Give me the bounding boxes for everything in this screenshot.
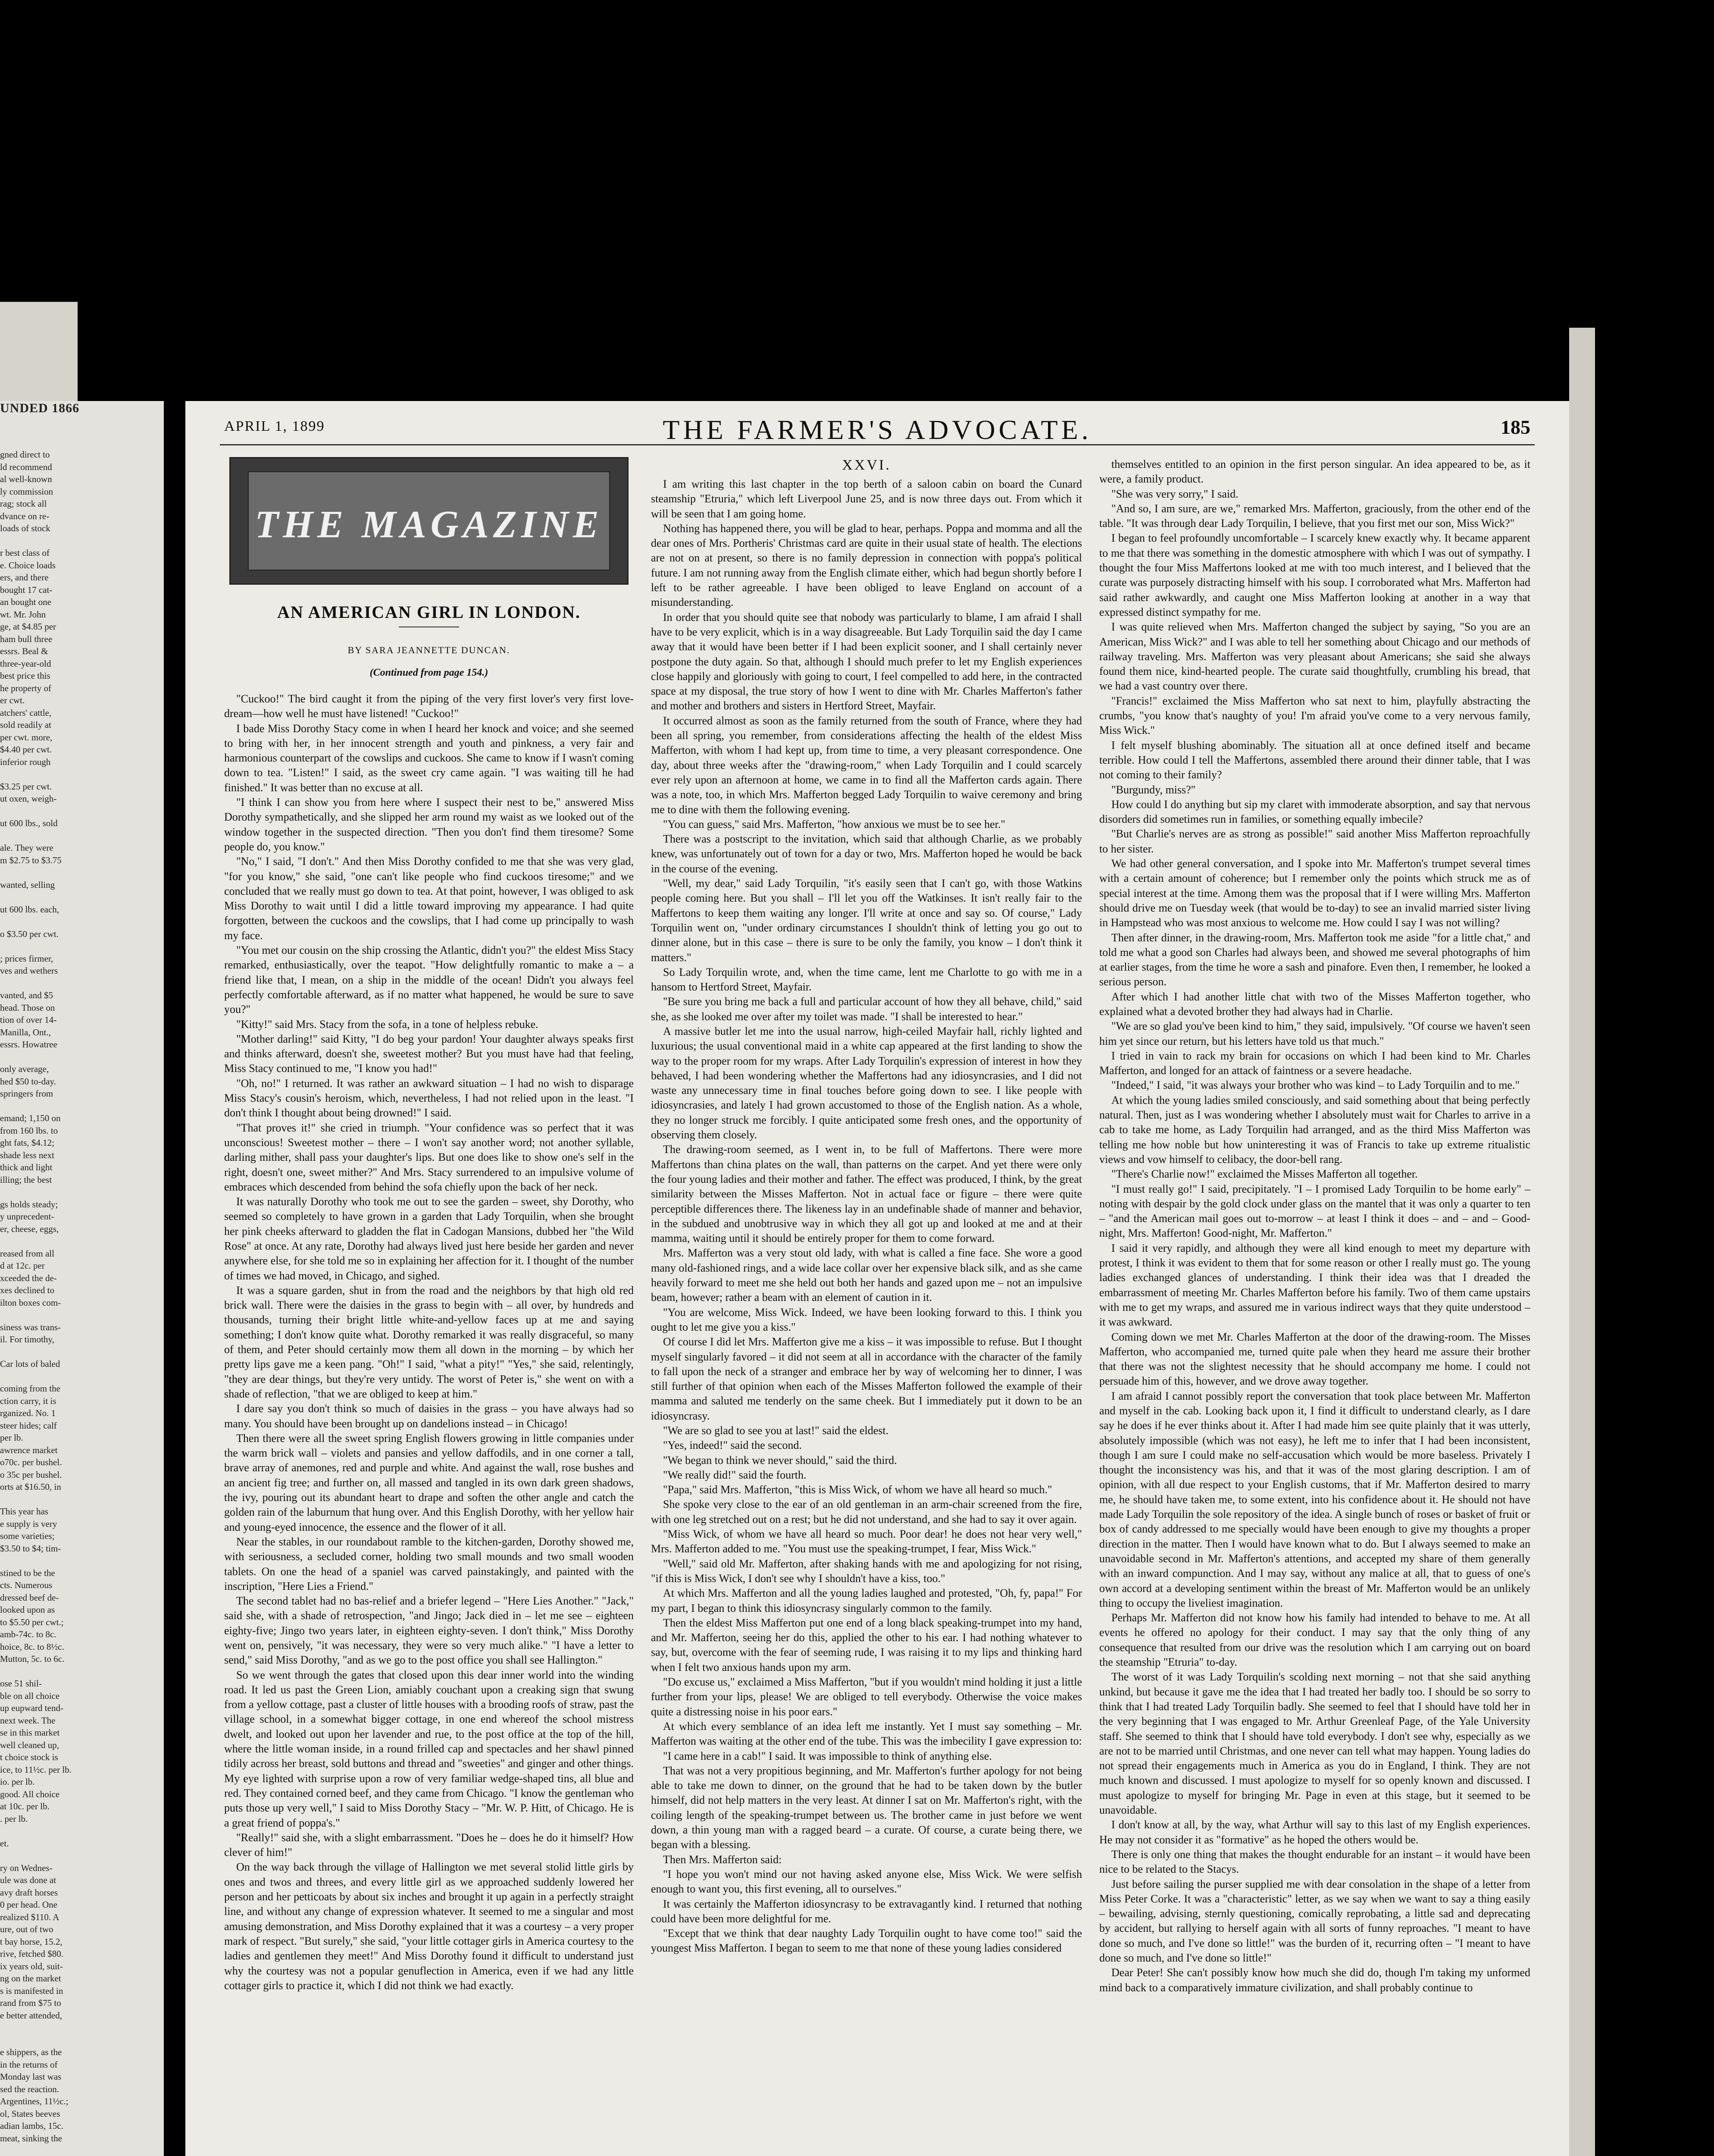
- page-number: 185: [1501, 416, 1530, 438]
- paragraph: "Kitty!" said Mrs. Stacy from the sofa, in a tone of helpless rebuke.: [236, 1018, 538, 1031]
- paragraph: That was not a very propitious beginning, and Mr. Mafferton's further apology for not being able to take me down to dinner, on the ground that he had to be taken down by the butler himself, did not help matters in the very least. At dinner I sat on Mr. Mafferton's right, with the coiling length of the speaking-trumpet between us. The brother came in just before we went down, a thin young man with a ragged beard – a curate. Of course, a curate being there, we began with a blessing.: [651, 1764, 1082, 1851]
- article-body-column-2: [651, 477, 1082, 1956]
- paragraph: "You can guess," said Mrs. Mafferton, "how anxious we must be to see her.": [663, 818, 1005, 830]
- page-edge: [1569, 328, 1595, 2156]
- paragraph: The drawing-room seemed, as I went in, to be full of Maffertons. There were more Maffertons than china plates on the wall, than patterns on the carpet. And yet there were only the four young ladies and their mother and father. The effect was produced, I think, by the great similarity between the Misses Mafferton. Not in actual face or figure – there were quite perceptible differences there. The likeness lay in an undefinable shade of manner and behavior, in the subdued and unobtrusive way in which they all got up and looked at me and at their mamma, waiting until it should be entirely proper for them to come forward.: [651, 1143, 1082, 1245]
- section-banner-frame: [248, 471, 610, 570]
- paragraph: "I came here in a cab!" I said. It was impossible to think of anything else.: [663, 1749, 992, 1762]
- article-body-column-3: [1099, 457, 1530, 1995]
- issue-date: APRIL 1, 1899: [224, 418, 325, 434]
- paragraph: How could I do anything but sip my claret with immoderate absorption, and say that nervous disorders did sometimes run in families, or something equally imbecile?: [1099, 798, 1530, 826]
- paragraph: "No," I said, "I don't." And then Miss Dorothy confided to me that she was very glad, "for you know," she said, "one can't like people who find cuckoos tiresome;" and we concluded that we really must go down to tea. At that point, however, I was obliged to ask Miss Dorothy to wait until I did a little toward improving my appearance. I had quite forgotten, between the cuckoos and the cowslips, that I had come up principally to wash my face.: [224, 855, 634, 942]
- paragraph: I began to feel profoundly uncomfortable – I scarcely knew exactly why. It became apparent to me that there was something in the domestic atmosphere with which I was out of sympathy. I thought the four Miss Maffertons looked at me with too much interest, and I believed that the curate was purposely distracting himself with his soup. I corroborated what Mrs. Mafferton had said rather awkwardly, and caught one Miss Mafferton looking at another in a way that expressed distinct sympathy for me.: [1099, 532, 1530, 618]
- column-1: [224, 457, 634, 1993]
- paragraph: "There's Charlie now!" exclaimed the Misses Mafferton all together.: [1111, 1168, 1418, 1181]
- paragraph: Then after dinner, in the drawing-room, Mrs. Mafferton took me aside "for a little chat," and told me what a good son Charles had always been, and showed me several photographs of him at earlier stages, from the time he wore a sash and pinafore. Even then, I remember, he looked a serious person.: [1099, 931, 1530, 988]
- article-title: AN AMERICAN GIRL IN LONDON.: [277, 602, 581, 622]
- paragraph: "We are so glad to see you at last!" said the eldest.: [663, 1424, 889, 1437]
- paragraph: "Do excuse us," exclaimed a Miss Mafferton, "but if you wouldn't mind holding it just a little further from your lips, please! We are obliged to tell everybody. Otherwise the voice makes quite a distressing noise in his poor ears.": [651, 1676, 1082, 1718]
- paragraph: "Really!" said she, with a slight embarrassment. "Does he – does he do it himself? How clever of him!": [224, 1831, 634, 1859]
- paragraph: I was quite relieved when Mrs. Mafferton changed the subject by saying, "So you are an American, Miss Wick?" and I was able to tell her something about Chicago and our methods of railway traveling. Mrs. Mafferton was very pleasant about Americans; she said she always found them nice, kind-hearted people. The curate said thoughtfully, crumbling his bread, that we had a vast country over there.: [1099, 620, 1530, 693]
- paragraph: I bade Miss Dorothy Stacy come in when I heard her knock and voice; and she seemed to bring with her, in her innocent strength and youth and pinkness, a very fair and harmonious counterpart of the cowslips and cuckoos. She came to know if I wasn't coming down to tea. "Listen!" I said, as the sweet cry came again. "I was waiting till he had finished." It was better than no excuse at all.: [224, 722, 634, 794]
- paragraph: "Cuckoo!" The bird caught it from the piping of the very first lover's very first love-dream—how well he must have listened! "Cuckoo!": [224, 693, 634, 720]
- paragraph: There was a postscript to the invitation, which said that although Charlie, as we probably knew, was unfortunately out of town for a day or two, Mrs. Mafferton hoped he would be back in the course of the evening.: [651, 833, 1082, 875]
- paragraph: "Papa," said Mrs. Mafferton, "this is Miss Wick, of whom we have all heard so much.": [663, 1483, 1052, 1496]
- paragraph: She spoke very close to the ear of an old gentleman in an arm-chair screened from the fire, with one leg stretched out on a rest; but he did not understand, and she had to say it over again.: [651, 1498, 1082, 1526]
- paragraph: I am writing this last chapter in the top berth of a saloon cabin on board the Cunard steamship "Etruria," which left Liverpool June 25, and is now three days out. From which it will be seen that I am going home.: [651, 478, 1082, 520]
- paragraph: Coming down we met Mr. Charles Mafferton at the door of the drawing-room. The Misses Mafferton, who accompanied me, turned quite pale when they heard me assure their brother that there was not the slightest necessity that he should accompany me home. I could not persuade him of this, however, and we drove away together.: [1099, 1330, 1530, 1388]
- paragraph: After which I had another little chat with two of the Misses Mafferton together, who explained what a devoted brother they had always had in Charlie.: [1099, 990, 1530, 1018]
- section-banner: [229, 457, 629, 585]
- column-3: [1099, 457, 1530, 1995]
- paragraph: Then there were all the sweet spring English flowers growing in little companies under the warm brick wall – violets and pansies and yellow daffodils, and in one corner a tall, brave array of anemones, red and purple and white. And against the wall, rose bushes and an ancient fig tree; and further on, all massed and tangled in its own dark green shadows, the ivy, pouring out its abundant heart to drape and soften the other angle and catch the golden rain of the laburnum that hung over. And this English Dorothy, with her yellow hair and young-eyed innocence, the essence and the flower of it all.: [224, 1432, 634, 1533]
- paragraph: "That proves it!" she cried in triumph. "Your confidence was so perfect that it was unconscious! Sweetest mother – there – I won't say another word; not another syllable, darling mither, shall pass your daughter's lips. But one does like to show one's self in the right, doesn't one, sweet mither?" And Mrs. Stacy surrendered to an impulsive volume of embraces which descended from behind the sofa chiefly upon the back of her neck.: [224, 1121, 634, 1193]
- paragraph: "I think I can show you from here where I suspect their nest to be," answered Miss Dorothy sympathetically, and she slipped her arm round my waist as we looked out of the window together in the suspected direction. "Then you don't find them tiresome? Some people do, you know.": [224, 796, 634, 853]
- paragraph: Dear Peter! She can't possibly know how much she did do, though I'm taking my unformed mind back to a comparatively immature civilization, and shall probably continue to: [1099, 1966, 1530, 1994]
- paragraph: Then Mrs. Mafferton said:: [663, 1853, 782, 1866]
- paragraph: The worst of it was Lady Torquilin's scolding next morning – not that she said anything unkind, but because it gave me the idea that I had treated her badly too. I should be so sorry to think that I had treated Lady Torquilin badly. She seemed to feel that I should have told her in the very beginning that I was engaged to Mr. Arthur Greenleaf Page, of the Yale University staff. She seemed to think that I should have told everybody. I don't see why, especially as we are not to be married until Christmas, and one never can tell what may happen. Young ladies do not spread their engagements much in America as you do in England, I think. They are not much known and discussed. I must apologize to myself for so openly known and discussed. I must apologize to myself for bringing Mr. Page in even at this stage, but it seemed to be unavoidable.: [1099, 1670, 1530, 1817]
- paragraph: In order that you should quite see that nobody was particularly to blame, I am afraid I shall have to be very explicit, which is in a way disagreeable. But Lady Torquilin said the day I came away that it would have been better if I had been explicit sooner, and I shall certainly never postpone the duty again. So that, although I should much prefer to let my English experiences close happily and gloriously with going to court, I feel compelled to add here, in the contracted space at my disposal, the true story of how I went to dine with Mr. Charles Mafferton's father and mother and brothers and sisters in Hertford Street, Mayfair.: [651, 611, 1082, 712]
- previous-page-header: UNDED 1866: [0, 401, 80, 415]
- paragraph: A massive butler let me into the usual narrow, high-ceiled Mayfair hall, richly lighted and luxurious; the usual conventional maid in a white cap appeared at the first landing to show the way to the proper room for my wraps. After Lady Torquilin's expression of interest in how they behaved, I had been wondering whether the Maffertons had any idiosyncrasies, and I did not waste any unnecessary time in final touches before going down to see. I like people with idiosyncrasies, and lately I had grown accustomed to those of the English nation. As a whole, they no longer struck me forcibly. I quite anticipated some fresh ones, and the opportunity of observing them closely.: [651, 1025, 1082, 1141]
- paragraph: "Oh, no!" I returned. It was rather an awkward situation – I had no wish to disparage Miss Stacy's cousin's heroism, which, nevertheless, I had not relied upon in the least. "I don't think I thought about being drowned!" I said.: [224, 1077, 634, 1119]
- paragraph: At which the young ladies smiled consciously, and said something about that being perfectly natural. Then, just as I was wondering whether I absolutely must wait for Charles to arrive in a cab to take me home, as Lady Torquilin had arranged, and as the third Miss Mafferton was telling me how noble but how uninteresting it was of Francis to take up extreme ritualistic views and vow himself to celibacy, the door-bell rang.: [1099, 1094, 1530, 1166]
- paragraph: "But Charlie's nerves are as strong as possible!" said another Miss Mafferton reproachfully to her sister.: [1099, 827, 1530, 855]
- paragraph: I dare say you don't think so much of daisies in the grass – you have always had so many. You should have been brought up on dandelions instead – in Chicago!: [224, 1402, 634, 1430]
- paragraph: "Burgundy, miss?": [1111, 783, 1196, 796]
- paragraph: Mrs. Mafferton was a very stout old lady, with what is called a fine face. She wore a good many old-fashioned rings, and a wide lace collar over her expensive black silk, and as she came heavily forward to meet me she held out both her hands and gazed upon me – not an impulsive beam, however; rather a beam with an element of caution in it.: [651, 1247, 1082, 1304]
- running-head: [185, 414, 1569, 445]
- paragraph: themselves entitled to an opinion in the first person singular. An idea appeared to be, as it were, a family product.: [1099, 458, 1530, 486]
- paragraph: It occurred almost as soon as the family returned from the south of France, where they had been all spring, you remember, from considerations affecting the health of the eldest Miss Mafferton, with whom I had kept up, from time to time, a very pleasant correspondence. One day, about three weeks after the "drawing-room," when Lady Torquilin and I could scarcely ever rely upon an afternoon at home, we came in to find all the Mafferton cards again. There was a note, too, in which Mrs. Mafferton begged Lady Torquilin to waive ceremony and bring me to dine with them the following evening.: [651, 714, 1082, 816]
- paragraph: I said it very rapidly, and although they were all kind enough to meet my departure with protest, I think it was evident to them that for some reason or other I really must go. The young ladies exchanged glances of understanding. I think their idea was that I dreaded the embarrassment of meeting Mr. Charles Mafferton before his family. Two of them came upstairs with me to get my wraps, and assured me in various indirect ways that they quite understood – it was awkward.: [1099, 1241, 1530, 1329]
- paragraph: Then the eldest Miss Mafferton put one end of a long black speaking-trumpet into my hand, and Mr. Mafferton, seeing her do this, applied the other to his ear. I had nothing whatever to say, but, overcome with the fear of seeming rude, I was raising it to my lips and thinking hard when I felt two anxious hands upon my arm.: [651, 1616, 1082, 1673]
- paragraph: It was naturally Dorothy who took me out to see the garden – sweet, shy Dorothy, who seemed so completely to have grown in a garden that Lady Torquilin, when she brought her pink cheeks afterward to gladden the flat in Cadogan Mansions, dubbed her "the Wild Rose" at once. At any rate, Dorothy had always lived just here beside her garden and never anywhere else, for she told me so in explaining her affection for it. I thought of the number of times we had moved, in Chicago, and sighed.: [224, 1195, 634, 1282]
- paragraph: I don't know at all, by the way, what Arthur will say to this last of my English experiences. He may not consider it as "formative" as he hoped the others would be.: [1099, 1818, 1530, 1846]
- paragraph: "And so, I am sure, are we," remarked Mrs. Mafferton, graciously, from the other end of the table. "It was through dear Lady Torquilin, I believe, that you first met our son, Miss Wick?": [1099, 502, 1530, 530]
- paragraph: "I hope you won't mind our not having asked anyone else, Miss Wick. We were selfish enough to want you, this first evening, all to ourselves.": [651, 1868, 1082, 1896]
- paragraph: "She was very sorry," I said.: [1111, 487, 1239, 500]
- paragraph: "Well," said old Mr. Mafferton, after shaking hands with me and apologizing for not rising, "if this is Miss Wick, I don't see why I shouldn't have a kiss, too.": [651, 1557, 1082, 1585]
- newspaper-page: [185, 401, 1569, 2156]
- paragraph: "Yes, indeed!" said the second.: [663, 1439, 802, 1452]
- paragraph: It was a square garden, shut in from the road and the neighbors by that high old red brick wall. There were the daisies in the grass to begin with – all over, by hundreds and thousands, turning their bright little white-and-yellow faces up at me and saying something; I don't know quite what. Dorothy remarked it was really disgraceful, so many of them, and Peter should certainly mow them all down in the morning – by which her pretty lips gave me a keen pang. "Oh!" I said, "what a pity!" "Yes," she said, relentingly, "they are dear things, but they're very untidy. The worst of Peter is," she went on with a shade of reflection, "that we are obliged to keep at him.": [224, 1284, 634, 1400]
- column-2: [651, 457, 1082, 1956]
- paragraph: I felt myself blushing abominably. The situation all at once defined itself and became terrible. How could I tell the Maffertons, assembled there around their dinner table, that I was not coming to their family?: [1099, 739, 1530, 781]
- article-body-column-1: [224, 692, 634, 1993]
- paragraph: Perhaps Mr. Mafferton did not know how his family had intended to behave to me. At all events he offered no apology for their conduct. I may say that the only thing of any consequence that resulted from our drive was the resolution which I am carrying out on board the steamship "Etruria" to-day.: [1099, 1611, 1530, 1669]
- paragraph: Of course I did let Mrs. Mafferton give me a kiss – it was impossible to refuse. But I thought myself singularly favored – it did not seem at all in accordance with the character of the family to fall upon the neck of a stranger and embrace her by way of welcoming her to dinner, I was still further of that opinion when each of the Misses Mafferton followed the example of their mamma and saluted me tenderly on the same cheek. But I immediately put it down to be an idiosyncrasy.: [651, 1335, 1082, 1422]
- paragraph: "Francis!" exclaimed the Miss Mafferton who sat next to him, playfully abstracting the crumbs, "you know that's naughty of you! I'm afraid you've come to a very nervous family, Miss Wick.": [1099, 694, 1530, 737]
- paragraph: We had other general conversation, and I spoke into Mr. Mafferton's trumpet several times with a certain amount of coherence; but I remember only the points which struck me as of special interest at the time. Among them was the proposal that if I were willing Mrs. Mafferton should drive me on Tuesday week (that would be to-day) to see an invalid married sister living in Hampstead who was most anxious to welcome me. How could I say I was not willing?: [1099, 857, 1530, 929]
- paragraph: "Mother darling!" said Kitty, "I do beg your pardon! Your daughter always speaks first and thinks afterward, doesn't she, sweetest mother? But you must have had that feeling, Miss Stacy continued to me, "I know you had!": [224, 1032, 634, 1075]
- paragraph: There is only one thing that makes the thought endurable for an instant – it would have been nice to be related to the Stacys.: [1099, 1848, 1530, 1876]
- paragraph: "You are welcome, Miss Wick. Indeed, we have been looking forward to this. I think you ought to let me give you a kiss.": [651, 1306, 1082, 1333]
- paragraph: Nothing has happened there, you will be glad to hear, perhaps. Poppa and momma and all the dear ones of Mrs. Portheris' Christmas card are quite in their usual state of health. The elections are not on at present, so there is no family depression in connection with poppa's political future. I am not running away from the English climate either, which had begun shortly before I left to be rather agreeable. I have been obliged to leave England on account of a misunderstanding.: [651, 522, 1082, 609]
- continued-note: (Continued from page 154.): [369, 667, 488, 678]
- section-banner-title: THE MAGAZINE: [255, 503, 603, 546]
- paragraph: At which every semblance of an idea left me instantly. Yet I must say something – Mr. Mafferton was waiting at the other end of the tube. This was the imbecility I gave expression to:: [651, 1720, 1082, 1748]
- paragraph: "I must really go!" I said, precipitately. "I – I promised Lady Torquilin to be home early" – noting with despair by the gold clock under glass on the mantel that it was only a quarter to ten – "and the American mail goes out to-morrow – at least I think it does – and – and – Good-night, Mrs. Mafferton! Good-night, Mr. Mafferton.": [1099, 1182, 1530, 1240]
- paragraph: At which Mrs. Mafferton and all the young ladies laughed and protested, "Oh, fy, papa!" For my part, I began to think this idiosyncrasy singularly common to the family.: [651, 1587, 1082, 1614]
- paragraph: Near the stables, in our roundabout ramble to the kitchen-garden, Dorothy showed me, with seriousness, a secluded corner, holding two small mounds and two small wooden tablets. On one the head of a spaniel was carved painstakingly, and painted with the inscription, "Here Lies a Friend.": [224, 1535, 634, 1592]
- paragraph: "We are so glad you've been kind to him," they said, impulsively. "Of course we haven't seen him yet since our return, but his letters have told us that much.": [1099, 1020, 1530, 1047]
- paragraph: I am afraid I cannot possibly report the conversation that took place between Mr. Mafferton and myself in the cab. Looking back upon it, I find it difficult to understand clearly, as I dare say he does if he ever thinks about it. After I had made him see quite plainly that it was utterly, absolutely impossible (which was not easy), he left me to infer that I had been inconsistent, though I am sure I could make no self-accusation which would be more baseless. Privately I thought the inconsistency was his, and that it was of the most glaring description. I am of opinion, with all due respect to your English customs, that if Mr. Mafferton desired to marry me, he should have taken me, to some extent, into his confidence about it. He should not have made Lady Torquilin the sole repository of the idea. A single bunch of roses or basket of fruit or box of candy addressed to me specially would have been enough to give my thoughts a proper direction in the matter. Then I would have known what to do. But I always seemed to make an unavoidable second in Mr. Mafferton's attentions, and accepted my share of them generally with an inward compunction. And I may say, without any malice at all, that to guess of one's own accord at a developing sentiment within the breast of Mr. Mafferton would be an unlikely thing to occupy the liveliest imagination.: [1099, 1389, 1530, 1609]
- previous-page-column: gned direct to ld recommend al well-known ly commission rag; stock all dvance on re- loads of stock r best class of e. Choice loads ers, and there bought 17 cat- an bought one wt. Mr. John ge, at $4.85 per ham bull three essrs. Beal & three-year-old best price this he property of er cwt. atchers' cattle, sold readily at per cwt. more, $4.40 per cwt. inferior rough $3.25 per cwt. ut oxen, weigh- ut 600 lbs., sold ale. They were m $2.75 to $3.75 wanted, selling ut 600 lbs. each, o $3.50 per cwt. ; prices firmer, ves and wethers vanted, and $5 head. Those on tion of over 14- Manilla, Ont., essrs. Howatree only average, hed $50 to-day. springers from emand; 1,150 on from 160 lbs. to ght fats, $4.12; shade less next thick and light illing; the best gs holds steady; y unprecedent- er, cheese, eggs, reased from all d at 12c. per xceeded the de- xes declined to ilton boxes com- siness was trans- il. For timothy, Car lots of baled coming from the ction carry, it is rganized. No. 1 steer hides; calf per lb. awrence market o70c. per bushel. o 35c per bushel. orts at $16.50, in This year has e supply is very some varieties; $3.50 to $4; tim- stined to be the cts. Numerous dressed beef de- looked upon as to $5.50 per cwt.; amb-74c. to 8c. hoice, 8c. to 8½c. Mutton, 5c. to 6c. ose 51 shil- ble on all choice up eupward tend- next week. The se in this market well cleaned up, t choice stock is ice, to 11½c. per lb. io. per lb. good. All choice at 10c. per lb. . per lb. et. ry on Wednes- ule was done at avy draft horses 0 per head. One realized $110. A ure, out of two t bay horse, 15.2, rive, fetched $80. ix years old, suit- ng on the market s is manifested in rand from $75 to e better attended, e shippers, as the in the returns of Monday last was sed the reaction. Argentines, 11½c.; ol, States beeves adian lambs, 15c. meat, sinking the: [0, 449, 72, 2143]
- paragraph: "Well, my dear," said Lady Torquilin, "it's easily seen that I can't go, with those Watkins people coming here. But you shall – I'll let you off the Watkinses. It isn't really fair to the Maffertons to keep them waiting any longer. I'll write at once and say so. Of course," Lady Torquilin went on, "under ordinary circumstances I shouldn't think of letting you go out to dinner alone, but in this case – there is sure to be only the family, you know – I don't think it matters.": [651, 877, 1082, 964]
- paragraph: "We began to think we never should," said the third.: [663, 1454, 897, 1467]
- chapter-heading: XXVI.: [842, 457, 891, 473]
- paragraph: It was certainly the Mafferton idiosyncrasy to be extravagantly kind. I returned that nothing could have been more delightful for me.: [651, 1897, 1082, 1925]
- previous-page-fragment: [0, 401, 164, 2156]
- paragraph: "Except that we think that dear naughty Lady Torquilin ought to have come too!" said the youngest Miss Mafferton. I began to seem to me that none of these young ladies considered: [651, 1927, 1082, 1955]
- paragraph: On the way back through the village of Hallington we met several stolid little girls by ones and twos and threes, and every little girl as we approached suddenly lowered her person and her petticoats by about six inches and brought it up again in a perfectly straight line, and without any change of expression whatever. It seemed to me a singular and most amusing demonstration, and Miss Dorothy explained that it was a courtesy – a very proper mark of respect. "But surely," she said, "your little cottager girls in America courtesy to the ladies and gentlemen they meet!" And Miss Dorothy found it difficult to understand just why the courtesy was not a popular genuflection in America, even if we had any little cottager girls to practice it, which I did not think we had exactly.: [224, 1861, 634, 1992]
- paragraph: "You met our cousin on the ship crossing the Atlantic, didn't you?" the eldest Miss Stacy remarked, enthusiastically, over the teapot. "How delightfully romantic to make a – a friend like that, I mean, on a ship in the middle of the ocean! Didn't you always feel perfectly comfortable afterward, as if no matter what happened, he would be sure to save you?": [224, 944, 634, 1016]
- paragraph: "Be sure you bring me back a full and particular account of how they all behave, child," said she, as she looked me over after my toilet was made. "I shall be interested to hear.": [651, 995, 1082, 1023]
- paragraph: Just before sailing the purser supplied me with dear consolation in the shape of a letter from Miss Peter Corke. It was a "characteristic" letter, as we say when we want to say a thing easily – bewailing, advising, sternly questioning, comically reprobating, a little sad and deprecating by accident, but rallying to herself again with all sorts of funny reproaches. "I meant to have done so much, and I've done so little!" was the burden of it, recurring often – "I meant to have done so much, and I've done so little!": [1099, 1877, 1530, 1964]
- paragraph: "Miss Wick, of whom we have all heard so much. Poor dear! he does not hear very well," Mrs. Mafferton added to me. "You must use the speaking-trumpet, I fear, Miss Wick.": [651, 1528, 1082, 1555]
- paragraph: So Lady Torquilin wrote, and, when the time came, lent me Charlotte to go with me in a hansom to Hertford Street, Mayfair.: [651, 965, 1082, 993]
- paragraph: I tried in vain to rack my brain for occasions on which I had been kind to Mr. Charles Mafferton, and longed for an attack of faintness or a severe headache.: [1099, 1049, 1530, 1077]
- publication-title: THE FARMER'S ADVOCATE.: [663, 414, 1092, 445]
- head-rule: [220, 444, 1535, 445]
- paragraph: "We really did!" said the fourth.: [663, 1468, 807, 1481]
- article-byline: BY SARA JEANNETTE DUNCAN.: [347, 645, 510, 655]
- paragraph: The second tablet had no bas-relief and a briefer legend – "Here Lies Another." "Jack," said she, with a shade of retrospection, "and Jingo; Jack died in – let me see – eighteen eighty-five; Jingo two years later, in eighteen eighty-seven. I don't think," Miss Dorothy went on, pensively, "it was necessary, they were so very much alike." "I have a letter to send," said Miss Dorothy, "and as we go to the post office you shall see Hallington.": [224, 1595, 634, 1667]
- paragraph: So we went through the gates that closed upon this dear inner world into the winding road. It led us past the Green Lion, amiably couchant upon a creaking sign that swung from a yellow cottage, past a cluster of little houses with a brooding roofs of straw, past the village school, in a somewhat bigger cottage, in one end whereof the school mistress dwelt, and looked out upon her lavender and rue, to the post office at the top of the hill, where the little woman inside, in a round frilled cap and spectacles and her shawl pinned tidily across her breast, sold buttons and thread and "sweeties" and ginger and other things. My eye lighted with surprise upon a row of very familiar wedge-shaped tins, all blue and red. They contained corned beef, and they came from Chicago. "I know the gentleman who puts those up very well," I said to Miss Dorothy Stacy – "Mr. W. P. Hitt, of Chicago. He is a great friend of poppa's.": [224, 1668, 634, 1829]
- paragraph: "Indeed," I said, "it was always your brother who was kind – to Lady Torquilin and to me.": [1111, 1079, 1520, 1092]
